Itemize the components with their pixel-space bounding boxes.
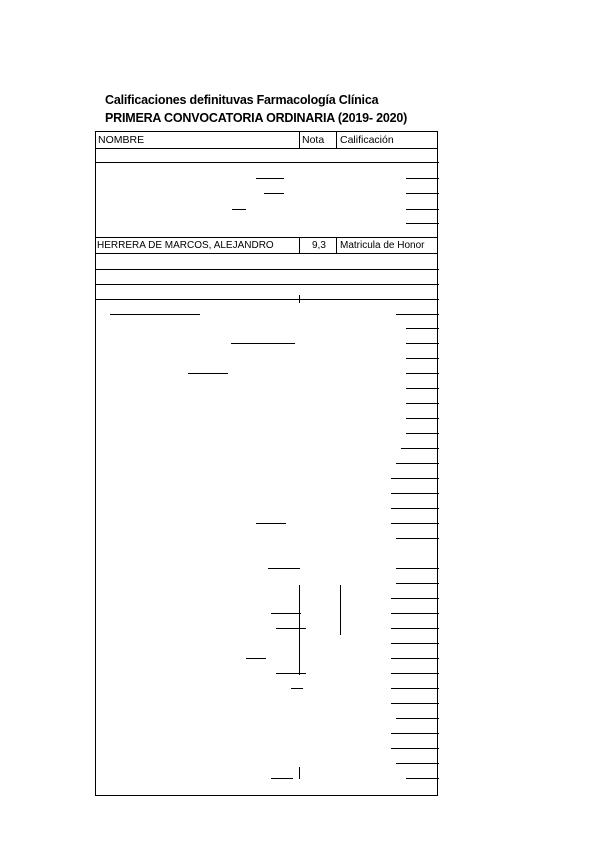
- redacted-row-line: [406, 328, 439, 329]
- column-header-calificacion: Calificación: [340, 134, 394, 146]
- column-header-nota: Nota: [302, 134, 325, 146]
- redacted-row-line: [291, 688, 303, 689]
- redacted-row-line: [391, 628, 439, 629]
- redacted-row-line: [396, 763, 439, 764]
- column-divider-fragment: [299, 585, 300, 675]
- row-nombre: HERRERA DE MARCOS, ALEJANDRO: [97, 240, 274, 251]
- redacted-row-line: [391, 643, 439, 644]
- redacted-row-line: [391, 478, 439, 479]
- redacted-row-line: [391, 613, 439, 614]
- redacted-row-line: [256, 523, 286, 524]
- redacted-row-line: [391, 508, 439, 509]
- redacted-row-line: [232, 209, 246, 210]
- redacted-row-line: [406, 209, 439, 210]
- redacted-row-line: [396, 463, 439, 464]
- redacted-row-line: [406, 358, 439, 359]
- redacted-row-line: [268, 568, 300, 569]
- redacted-row-line: [406, 373, 439, 374]
- redacted-row-line: [401, 448, 439, 449]
- redacted-row-line: [391, 598, 439, 599]
- column-divider-fragment: [340, 585, 341, 635]
- column-divider-fragment: [299, 767, 300, 779]
- redacted-row-line: [391, 523, 439, 524]
- row-nota: 9,3: [312, 240, 326, 251]
- redacted-row-line: [110, 314, 200, 315]
- row-calificacion: Matricula de Honor: [340, 240, 425, 251]
- redacted-row-line: [391, 658, 439, 659]
- document-title: Calificaciones definituvas Farmacología Clínica: [105, 93, 379, 107]
- redacted-row-line: [96, 269, 439, 270]
- table-header: [96, 132, 437, 149]
- redacted-row-line: [276, 628, 306, 629]
- redacted-row-line: [406, 388, 439, 389]
- redacted-row-line: [396, 583, 439, 584]
- document-subtitle: PRIMERA CONVOCATORIA ORDINARIA (2019- 2020): [105, 111, 408, 125]
- column-header-nombre: NOMBRE: [98, 134, 145, 146]
- column-divider: [299, 132, 300, 149]
- redacted-row-line: [391, 493, 439, 494]
- redacted-row-line: [406, 418, 439, 419]
- column-divider-fragment: [299, 295, 300, 303]
- redacted-row-line: [231, 343, 295, 344]
- redacted-row-line: [406, 403, 439, 404]
- redacted-row-line: [96, 299, 439, 300]
- redacted-row-line: [396, 718, 439, 719]
- redacted-row-line: [406, 343, 439, 344]
- redacted-row-line: [256, 178, 284, 179]
- redacted-row-line: [391, 688, 439, 689]
- column-divider: [336, 132, 337, 149]
- redacted-row-line: [396, 538, 439, 539]
- redacted-row-line: [271, 778, 293, 779]
- redacted-row-line: [391, 748, 439, 749]
- redacted-row-line: [276, 673, 306, 674]
- redacted-row-line: [96, 284, 439, 285]
- redacted-row-line: [406, 223, 439, 224]
- grades-table: [95, 131, 438, 796]
- redacted-row-line: [406, 778, 439, 779]
- redacted-row-line: [406, 178, 439, 179]
- redacted-row-line: [188, 373, 228, 374]
- column-divider: [299, 237, 300, 254]
- redacted-row-line: [271, 613, 301, 614]
- redacted-row-line: [264, 193, 284, 194]
- redacted-row-line: [396, 568, 439, 569]
- redacted-row-line: [391, 673, 439, 674]
- table-row: [96, 237, 437, 254]
- redacted-row-line: [246, 658, 266, 659]
- redacted-row-line: [391, 703, 439, 704]
- column-divider: [336, 237, 337, 254]
- redacted-row-line: [96, 162, 439, 163]
- redacted-row-line: [391, 733, 439, 734]
- redacted-row-line: [406, 193, 439, 194]
- redacted-row-line: [406, 433, 439, 434]
- redacted-row-line: [396, 314, 439, 315]
